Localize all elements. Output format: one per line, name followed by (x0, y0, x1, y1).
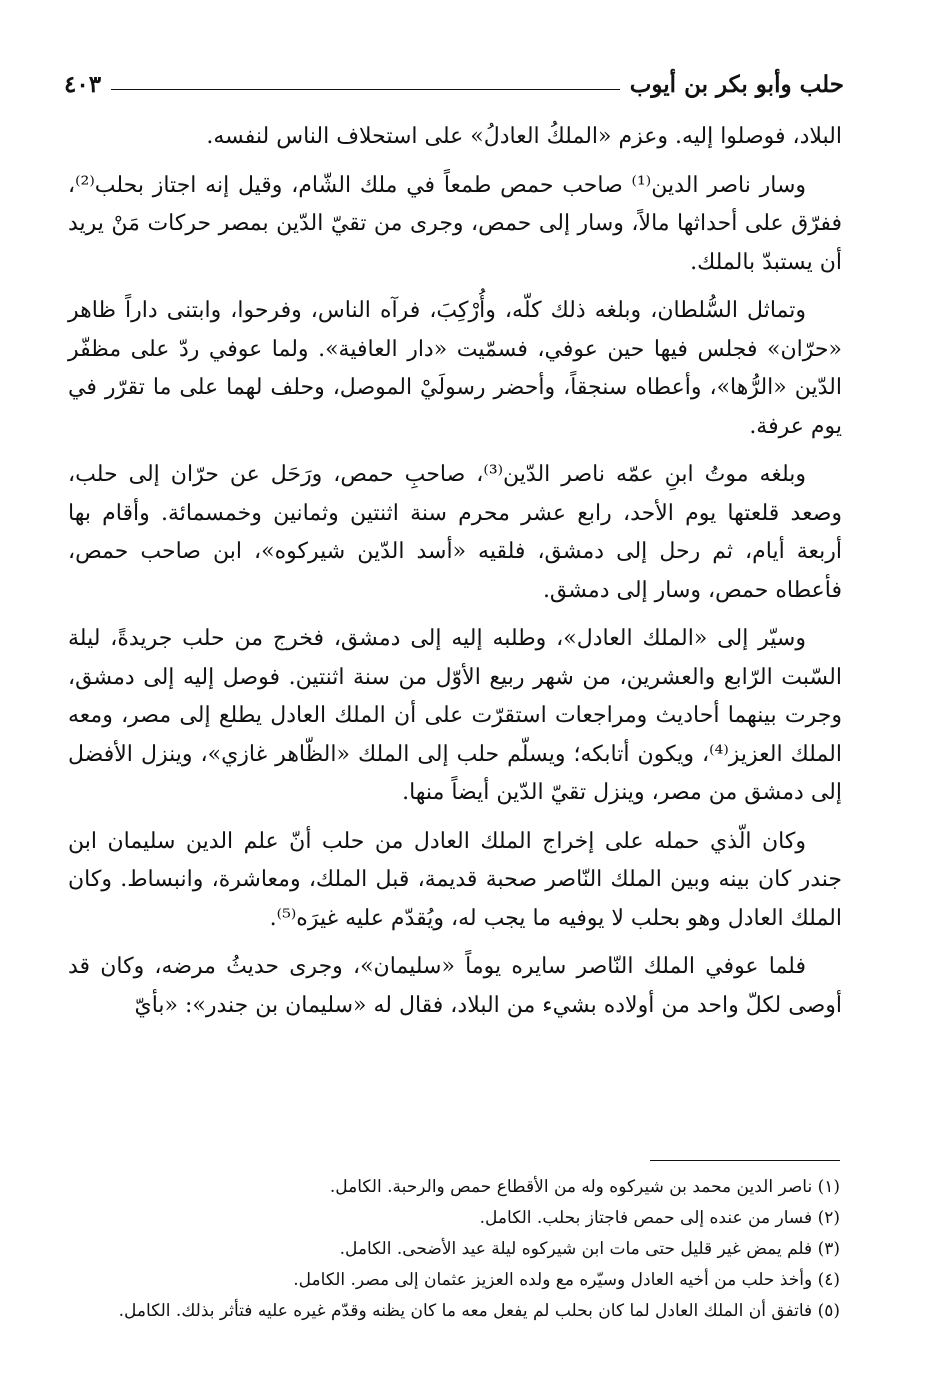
running-header (64, 58, 844, 98)
footnote: (٣) فلم يمض غير قليل حتى مات ابن شيركوه ليلة عيد الأضحى. الكامل. (339, 1239, 840, 1259)
footnote: (٢) فسار من عنده إلى حمص فاجتاز بحلب. الكامل. (479, 1208, 840, 1228)
footnote: (٥) فاتفق أن الملك العادل لما كان بحلب لم يفعل معه ما كان يظنه وقدّم غيره عليه فتأثر بذلك. الكامل. (118, 1301, 840, 1321)
page-number: ٤٠٣ (64, 71, 102, 98)
paragraph: وسيّر إلى «الملك العادل»، وطلبه إليه إلى دمشق، فخرج من حلب جريدةً، ليلة السّبت الرّابع والعشرين، من شهر ربيع الأوّل من سنة اثنتين. فوصل إليه إلى دمشق، وجرت بينهما أحاديث ومراجعات استقرّت على أن الملك العادل يطلع إلى مصر، ومعه الملك العزيز⁽⁴⁾، ويكون أتابكه؛ ويسلّم حلب إلى الملك «الظّاهر غازي»، وينزل الأفضل إلى دمشق من مصر، وينزل تقيّ الدّين أيضاً منها. (68, 626, 843, 805)
footnotes (68, 1172, 840, 1327)
paragraph: وكان الّذي حمله على إخراج الملك العادل من حلب أنّ علم الدين سليمان ابن جندر كان بينه وبين الملك النّاصر صحبة قديمة، قبل الملك، ومعاشرة، وانبساط. وكان الملك العادل وهو بحلب لا يوفيه ما يجب له، ويُقدّم عليه غيرَه⁽⁵⁾. (68, 828, 842, 931)
header-rule (111, 89, 620, 90)
paragraph: وتماثل السُّلطان، وبلغه ذلك كلّه، وأُرْكِبَ، فرآه الناس، وفرحوا، وابتنى داراً ظاهر «حرّان» فجلس فيها حين عوفي، فسمّيت «دار العافية». ولما عوفي ردّ على مظفّر الدّين «الرُّها»، وأعطاه سنجقاً، وأحضر رسولَيْ الموصل، وحلف لهما على ما تقرّر في يوم عرفة. (68, 298, 842, 439)
running-title: حلب وأبو بكر بن أيوب (629, 71, 844, 98)
paragraph: البلاد، فوصلوا إليه. وعزم «الملكُ العادلُ» على استحلاف الناس لنفسه. (206, 124, 842, 149)
footnote: (١) ناصر الدين محمد بن شيركوه وله من الأقطاع حمص والرحبة. الكامل. (329, 1177, 840, 1197)
paragraph: وبلغه موتُ ابنِ عمّه ناصر الدّين⁽³⁾، صاحبِ حمص، ورَحَل عن حرّان إلى حلب، وصعد قلعتها يوم الأحد، رابع عشر محرم سنة اثنتين وثمانين وخمسمائة. وأقام بها أربعة أيام، ثم رحل إلى دمشق، فلقيه «أسد الدّين شيركوه»، ابن صاحب حمص، فأعطاه حمص، وسار إلى دمشق. (68, 462, 842, 603)
paragraph: وسار ناصر الدين⁽¹⁾ صاحب حمص طمعاً في ملك الشّام، وقيل إنه اجتاز بحلب⁽²⁾، ففرّق على أحداثها مالاً، وسار إلى حمص، وجرى من تقيّ الدّين بمصر حركات مَنْ يريد أن يستبدّ بالملك. (68, 172, 842, 275)
footnote-separator (650, 1160, 840, 1161)
paragraph: فلما عوفي الملك النّاصر سايره يوماً «سليمان»، وجرى حديثُ مرضه، وكان قد أوصى لكلّ واحد من أولاده بشيء من البلاد، فقال له «سليمان بن جندر»: «بأيّ (68, 954, 842, 1018)
footnote: (٤) وأخذ حلب من أخيه العادل وسيّره مع ولده العزيز عثمان إلى مصر. الكامل. (293, 1270, 840, 1290)
main-text (68, 118, 842, 1035)
